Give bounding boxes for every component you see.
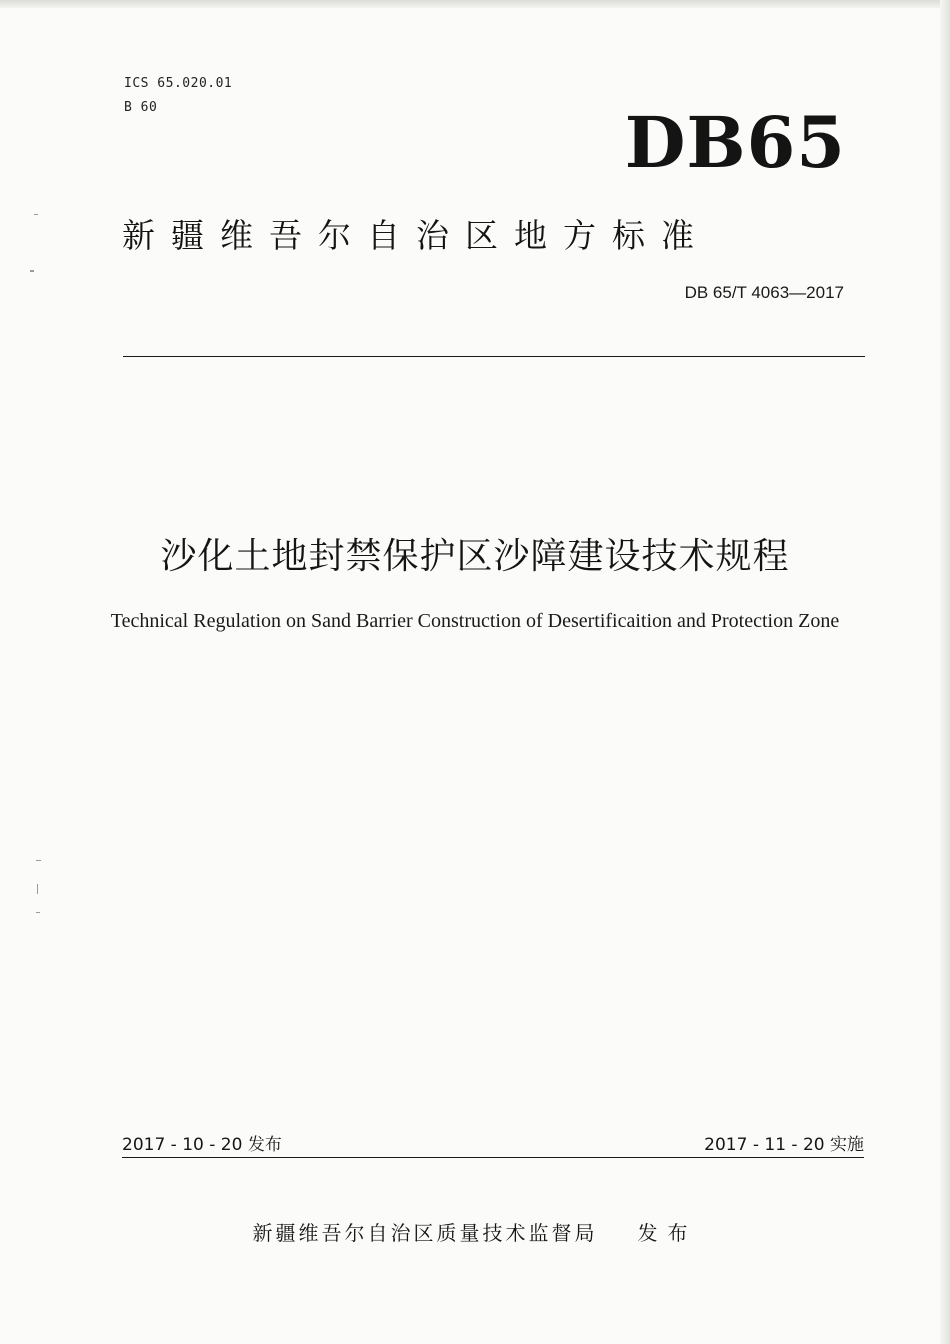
scan-top-edge	[0, 0, 950, 8]
db-logo: DB65	[624, 101, 846, 184]
standard-number: DB 65/T 4063—2017	[684, 283, 844, 302]
publish-label: 发布	[637, 1221, 698, 1245]
scan-right-edge	[940, 0, 950, 1344]
standard-type-title: 新疆维吾尔自治区地方标准	[122, 216, 710, 255]
implementation-date: 2017 - 11 - 20 实施	[704, 1135, 864, 1155]
document-title-chinese: 沙化土地封禁保护区沙障建设技术规程	[160, 536, 790, 577]
scan-mark	[36, 860, 41, 861]
publisher-line	[0, 1217, 950, 1246]
document-title-english: Technical Regulation on Sand Barrier Construction of Desertificaition and Protection Zone	[110, 610, 840, 632]
ccs-code: B 60	[124, 100, 158, 115]
scan-mark	[34, 214, 38, 215]
scan-mark	[37, 884, 38, 894]
header-divider	[123, 356, 865, 357]
publisher-name: 新疆维吾尔自治区质量技术监督局	[252, 1221, 598, 1245]
issue-date: 2017 - 10 - 20 发布	[122, 1135, 282, 1155]
scan-mark	[36, 912, 40, 913]
ics-code: ICS 65.020.01	[124, 76, 233, 91]
scan-mark	[30, 270, 34, 272]
footer-divider	[122, 1157, 864, 1158]
